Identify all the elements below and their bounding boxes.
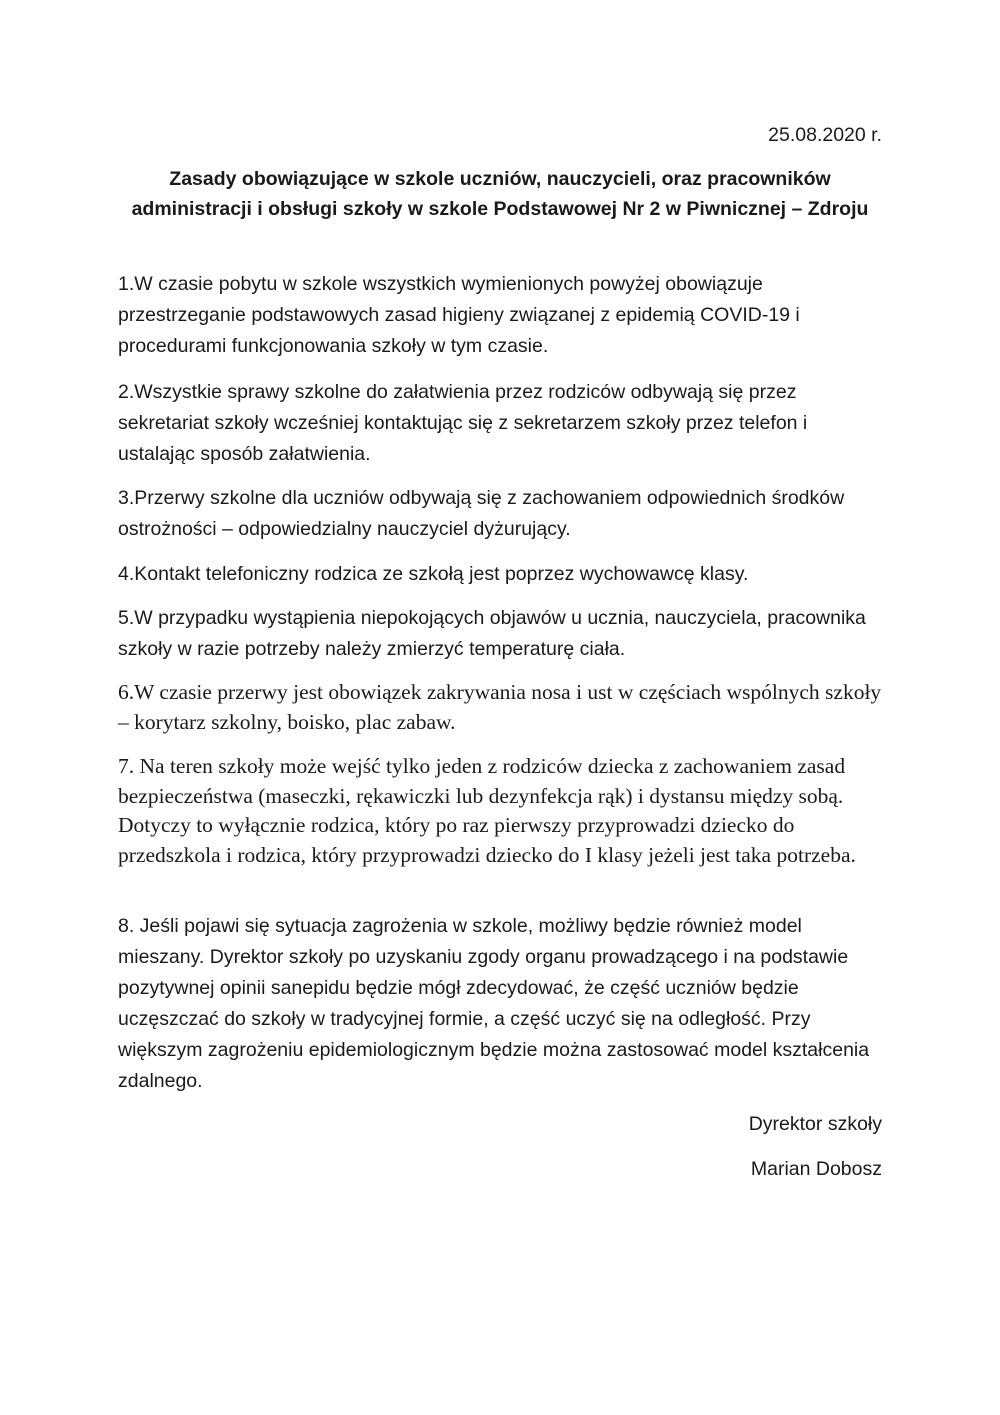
rule-point-7: 7. Na teren szkoły może wejść tylko jeden z rodziców dziecka z zachowaniem zasad bezpieczeństwa (maseczki, rękawiczki lub dezynfekcja rąk) i dystansu między sobą. Dotyczy to wyłącznie rodzica, który po raz pierwszy przyprowadzi dziecko do przedszkola i rodzica, który przyprowadzi dziecko do I klasy jeżeli jest taka potrzeba. — [118, 754, 856, 867]
document-title: Zasady obowiązujące w szkole uczniów, nauczycieli, oraz pracowników administracji i obsługi szkoły w szkole Podstawowej Nr 2 w Piwnicznej – Zdroju — [131, 168, 869, 220]
rule-point-5: 5.W przypadku wystąpienia niepokojących objawów u ucznia, nauczyciela, pracownika szkoły w razie potrzeby należy zmierzyć temperaturę ciała. — [118, 607, 866, 660]
rule-point-6: 6.W czasie przerwy jest obowiązek zakrywania nosa i ust w częściach wspólnych szkoły – korytarz szkolny, boisko, plac zabaw. — [118, 680, 882, 734]
signature-name: Marian Dobosz — [750, 1158, 882, 1180]
rule-point-3: 3.Przerwy szkolne dla uczniów odbywają się z zachowaniem odpowiednich środków ostrożności – odpowiedzialny nauczyciel dyżurujący. — [118, 487, 845, 540]
signature-role: Dyrektor szkoły — [748, 1113, 882, 1135]
rule-point-8: 8. Jeśli pojawi się sytuacja zagrożenia w szkole, możliwy będzie również model mieszany. Dyrektor szkoły po uzyskaniu zgody organu prowadzącego i na podstawie pozytywnej opinii sanepidu będzie mógł zdecydować, że część uczniów będzie uczęszczać do szkoły w tradycyjnej formie, a część uczyć się na odległość. Przy większym zagrożeniu epidemiologicznym będzie można zastosować model kształcenia zdalnego. — [118, 915, 870, 1092]
rule-point-1: 1.W czasie pobytu w szkole wszystkich wymienionych powyżej obowiązuje przestrzeganie podstawowych zasad higieny związanej z epidemią COVID-19 i procedurami funkcjonowania szkoły w tym czasie. — [118, 273, 800, 357]
rule-point-2: 2.Wszystkie sprawy szkolne do załatwienia przez rodziców odbywają się przez sekretariat szkoły wcześniej kontaktując się z sekretarzem szkoły przez telefon i ustalając sposób załatwienia. — [118, 381, 808, 465]
rule-point-4: 4.Kontakt telefoniczny rodzica ze szkołą jest poprzez wychowawcę klasy. — [118, 563, 749, 585]
document-date: 25.08.2020 r. — [768, 124, 882, 146]
